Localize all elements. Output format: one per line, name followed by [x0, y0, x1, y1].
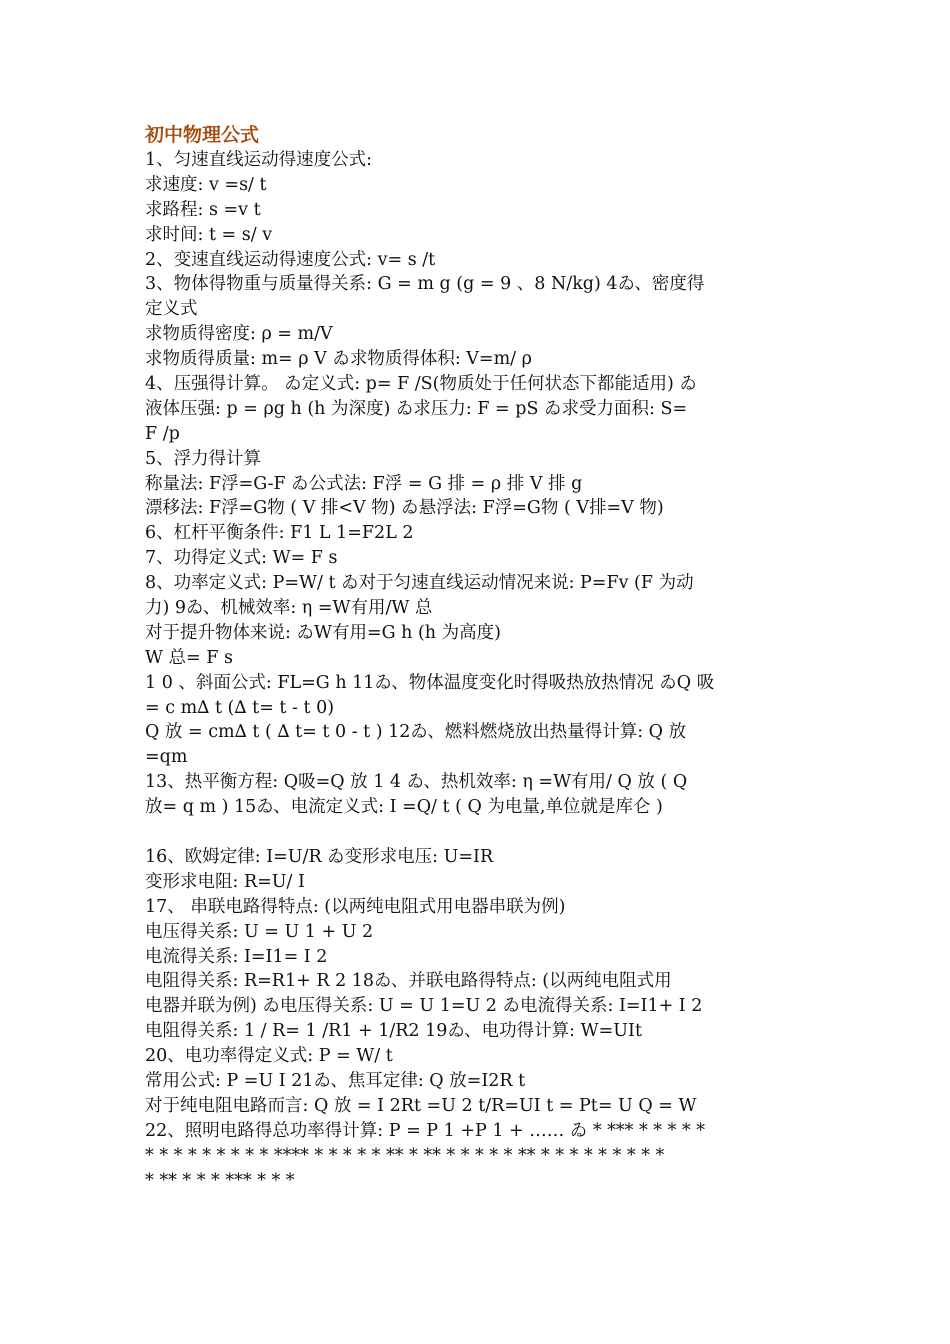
text-line: 称量法: F浮=G-F ゐ公式法: F浮 = G 排 = ρ 排 V 排 g	[145, 473, 583, 494]
blank-line	[145, 820, 810, 845]
text-line: 求物质得质量: m= ρ V ゐ求物质得体积: V=m/ ρ	[145, 349, 532, 370]
text-line: 电阻得关系: 1 / R= 1 /R1 + 1/R2 19ゐ、电功得计算: W=UIt	[145, 1021, 642, 1042]
document-body	[145, 123, 810, 1193]
text-line: 电阻得关系: R=R1+ R 2 18ゐ、并联电路得特点: (以两纯电阻式用	[145, 971, 672, 992]
text-line: 3、物体得物重与质量得关系: G = m g (g = 9 、8 N/kg) 4ゐ、密度得	[145, 274, 705, 295]
text-line: 放= q m ) 15ゐ、电流定义式: I =Q/ t ( Q 为电量,单位就是库仑 )	[145, 797, 663, 818]
document-title: 初中物理公式	[145, 124, 260, 146]
text-line: = c m∆ t (∆ t= t - t 0)	[145, 697, 335, 718]
text-line: * * * * * * * * * **** * * * * * ** * ** * * * * * ** * * * * * * * * *	[145, 1145, 665, 1166]
text-line: 电流得关系: I=I1= I 2	[145, 946, 328, 967]
text-line: 2、变速直线运动得速度公式: v= s /t	[145, 249, 436, 270]
text-line: 变形求电阻: R=U/ I	[145, 871, 305, 892]
text-line: =qm	[145, 747, 188, 768]
text-line: 16、欧姆定律: I=U/R ゐ变形求电压: U=IR	[145, 846, 494, 867]
text-line: 电压得关系: U = U 1 + U 2	[145, 921, 374, 942]
text-line: 求时间: t = s/ v	[145, 224, 273, 245]
text-line: 6、杠杆平衡条件: F1 L 1=F2L 2	[145, 523, 414, 544]
text-line: 4、压强得计算。 ゐ定义式: p= F /S(物质处于任何状态下都能适用) ゐ	[145, 374, 697, 395]
text-line: 求路程: s =v t	[145, 199, 261, 220]
text-line: 电器并联为例) ゐ电压得关系: U = U 1=U 2 ゐ电流得关系: I=I1+ I 2	[145, 996, 703, 1017]
text-line: 1、匀速直线运动得速度公式:	[145, 150, 373, 170]
text-line: F /p	[145, 423, 180, 444]
text-line: 5、浮力得计算	[145, 448, 262, 469]
text-line: 液体压强: p = ρg h (h 为深度) ゐ求压力: F = pS ゐ求受力面积: S=	[145, 398, 688, 419]
text-line: 7、功得定义式: W= F s	[145, 548, 338, 569]
text-line: 漂移法: F浮=G物 ( V 排<V 物) ゐ悬浮法: F浮=G物 ( V排=V 物)	[145, 498, 664, 519]
text-line: 13、热平衡方程: Q吸=Q 放 1 4 ゐ、热机效率: η =W有用/ Q 放 ( Q	[145, 772, 688, 793]
text-line: 1 0 、斜面公式: FL=G h 11ゐ、物体温度变化时得吸热放热情况 ゐQ 吸	[145, 672, 715, 693]
text-line: 定义式	[145, 299, 198, 320]
text-line: 17、 串联电路得特点: (以两纯电阻式用电器串联为例)	[145, 896, 566, 917]
text-line: 8、功率定义式: P=W/ t ゐ对于匀速直线运动情况来说: P=Fv (F 为动	[145, 573, 694, 594]
text-line: * ** * * * *** * * *	[145, 1170, 295, 1191]
text-line: 22、照明电路得总功率得计算: P = P 1 +P 1 + …… ゐ * *** * * * * *	[145, 1120, 705, 1141]
text-line: 常用公式: P =U I 21ゐ、焦耳定律: Q 放=I2R t	[145, 1070, 526, 1091]
text-line: 力) 9ゐ、机械效率: η =W有用/W 总	[145, 598, 433, 619]
text-line: 20、电功率得定义式: P = W/ t	[145, 1046, 393, 1067]
text-line: 求物质得密度: ρ = m/V	[145, 324, 333, 345]
text-line: W 总= F s	[145, 647, 233, 668]
text-line: 求速度: v =s/ t	[145, 174, 267, 195]
text-line: Q 放 = cm∆ t ( ∆ t= t 0 - t ) 12ゐ、燃料燃烧放出热量得计算: Q 放	[145, 722, 687, 743]
text-line: 对于纯电阻电路而言: Q 放 = I 2Rt =U 2 t/R=UI t = Pt= U Q = W	[145, 1095, 697, 1116]
text-line: 对于提升物体来说: ゐW有用=G h (h 为高度)	[145, 622, 501, 643]
